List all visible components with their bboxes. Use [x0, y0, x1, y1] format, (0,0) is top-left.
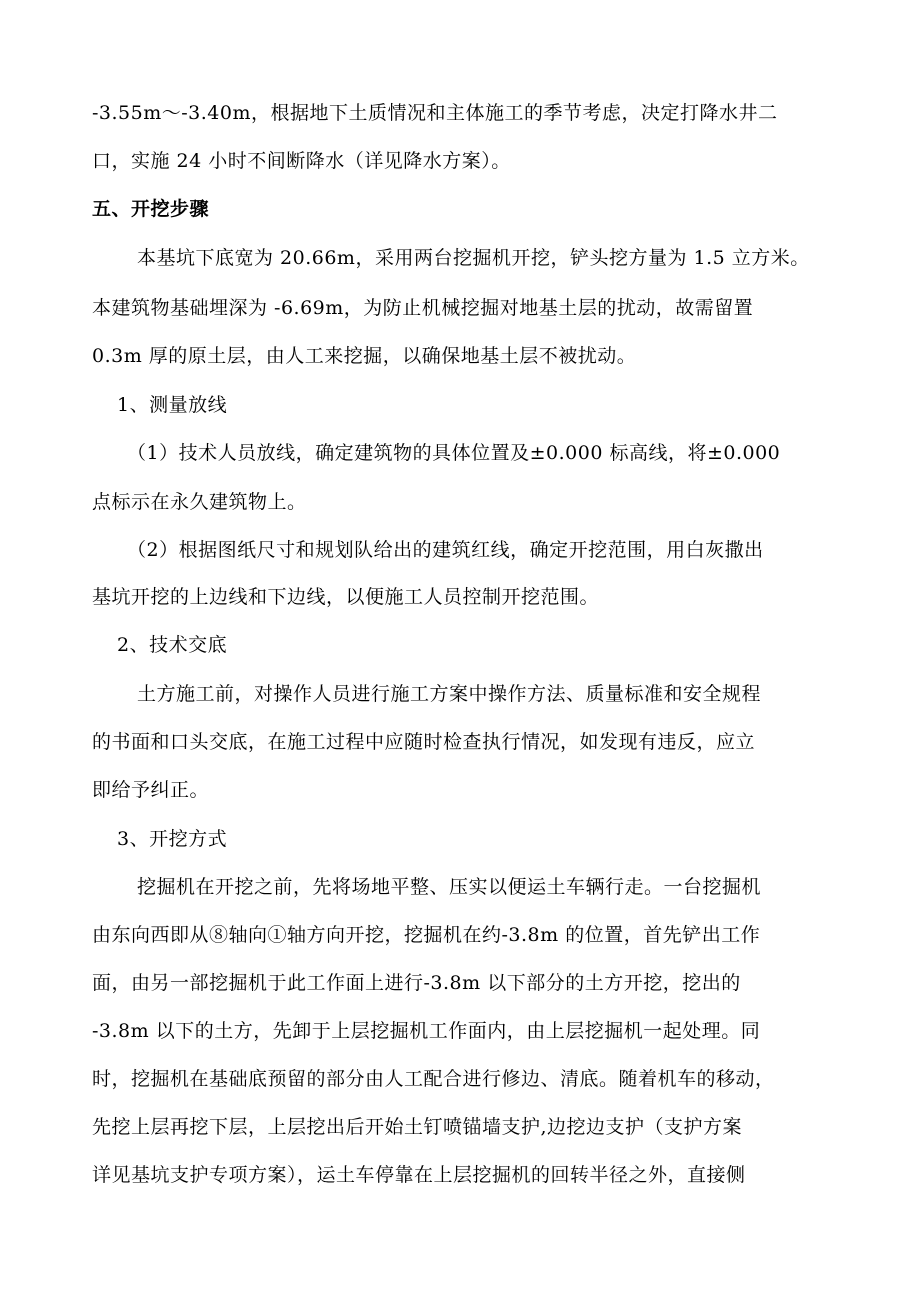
text-line: 面，由另一部挖掘机于此工作面上进行-3.8m 以下部分的土方开挖，挖出的: [92, 972, 741, 994]
text-line: 即给予纠正。: [92, 779, 210, 801]
text-line: 点标示在永久建筑物上。: [92, 491, 307, 513]
text-line: 土方施工前，对操作人员进行施工方案中操作方法、质量标准和安全规程: [137, 683, 762, 705]
text-line: -3.8m 以下的土方，先卸于上层挖掘机工作面内，由上层挖掘机一起处理。同: [92, 1020, 761, 1042]
subsection-heading: 2、技术交底: [117, 634, 228, 656]
section-heading: 五、开挖步骤: [92, 198, 210, 220]
text-line: 由东向西即从⑧轴向①轴方向开挖，挖掘机在约-3.8m 的位置，首先铲出工作: [92, 924, 761, 946]
text-line: 的书面和口头交底，在施工过程中应随时检查执行情况，如发现有违反，应立: [92, 731, 756, 753]
text-line: 本建筑物基础埋深为 -6.69m，为防止机械挖掘对地基土层的扰动，故需留置: [92, 297, 754, 319]
text-line: 口，实施 24 小时不间断降水（详见降水方案）。: [92, 150, 511, 172]
subsection-heading: 1、测量放线: [117, 394, 228, 416]
subsection-heading: 3、开挖方式: [117, 828, 228, 850]
text-line: 本基坑下底宽为 20.66m，采用两台挖掘机开挖，铲头挖方量为 1.5 立方米。: [137, 247, 810, 269]
text-line: 0.3m 厚的原土层，由人工来挖掘，以确保地基土层不被扰动。: [92, 345, 637, 367]
text-line: 先挖上层再挖下层，上层挖出后开始土钉喷锚墙支护,边挖边支护（支护方案: [92, 1116, 743, 1138]
text-line: （2）根据图纸尺寸和规划队给出的建筑红线，确定开挖范围，用白灰撒出: [127, 539, 764, 561]
text-line: 挖掘机在开挖之前，先将场地平整、压实以便运土车辆行走。一台挖掘机: [137, 876, 762, 898]
text-line: 详见基坑支护专项方案），运土车停靠在上层挖掘机的回转半径之外，直接侧: [92, 1164, 746, 1186]
text-line: 基坑开挖的上边线和下边线，以便施工人员控制开挖范围。: [92, 586, 600, 608]
text-line: （1）技术人员放线，确定建筑物的具体位置及±0.000 标高线，将±0.000: [127, 442, 781, 464]
text-line: 时，挖掘机在基础底预留的部分由人工配合进行修边、清底。随着机车的移动，: [92, 1068, 775, 1090]
text-line: -3.55m～-3.40m，根据地下土质情况和主体施工的季节考虑，决定打降水井二: [92, 102, 778, 124]
